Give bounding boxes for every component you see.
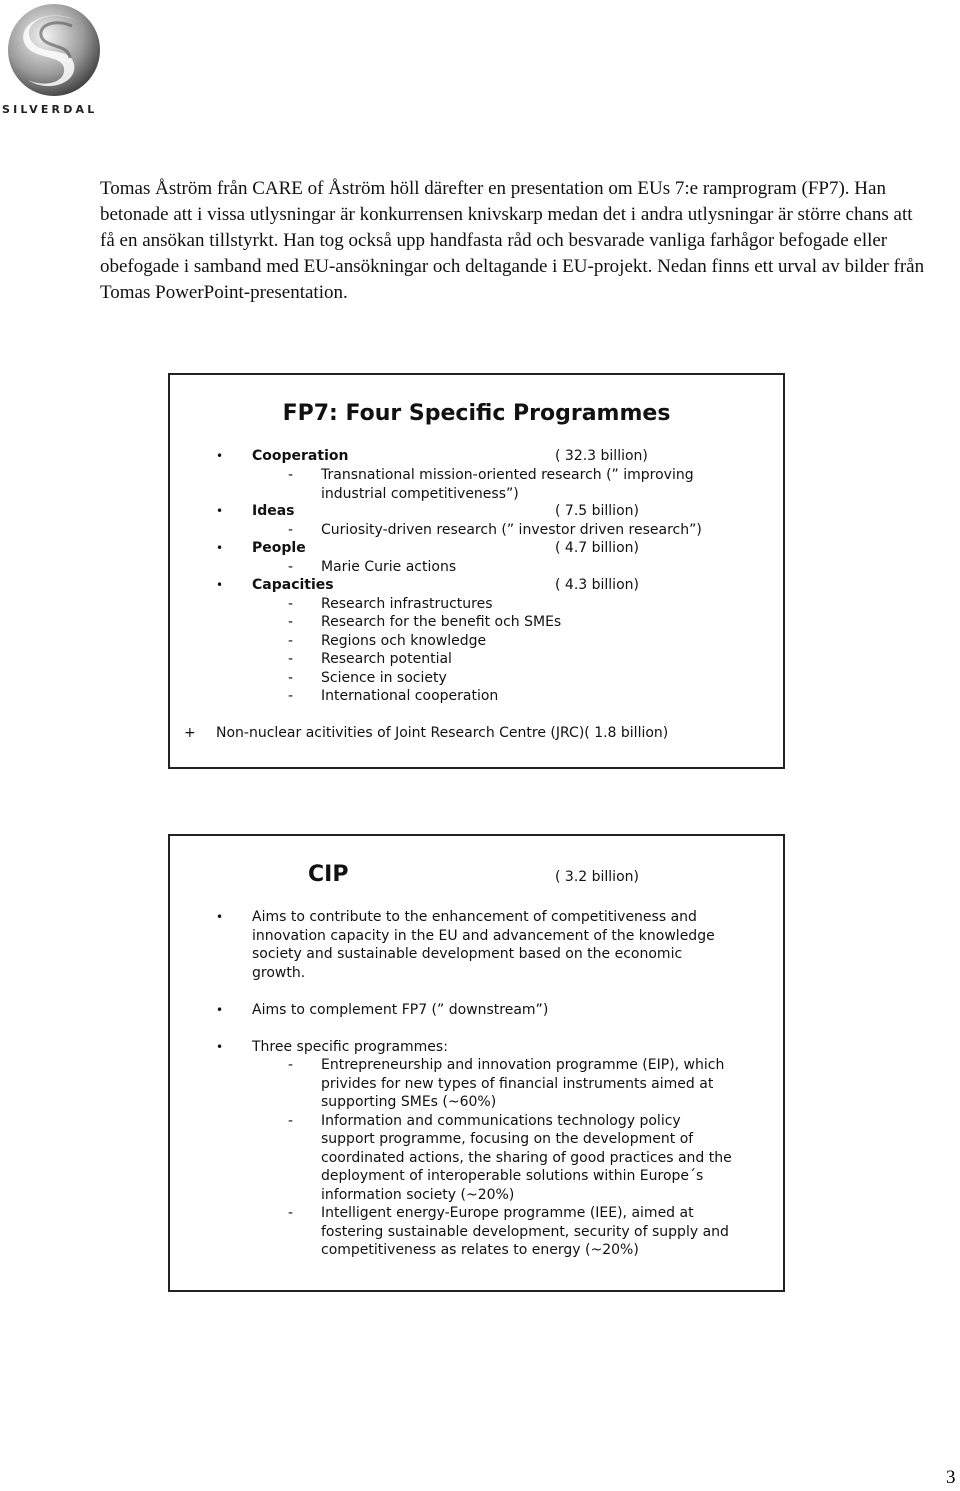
intro-paragraph: Tomas Åström från CARE of Åström höll därefter en presentation om EUs 7:e ramprogram (FP7). Han betonade att i vissa utlysningar är konkurrensen knivskarp medan det i andra utlysningar är större chans att få en ansökan tillstyrkt. Han tog också upp handfasta råd och besvarade vanliga farhågor befogade eller obefogade i samband med EU-ansökningar och deltagande i EU-projekt. Nedan finns ett urval av bilder från Tomas PowerPoint-presentation. [100,178,925,303]
list-item [170,1038,783,1057]
programme-label: Ideas [252,503,295,519]
list-item [170,1223,783,1242]
programme-label: Cooperation [252,448,349,464]
dash-icon [288,595,293,614]
list-item [170,1130,783,1149]
programme-amount: ( 4.7 billion) [555,540,639,556]
sub-item: fostering sustainable development, security of supply and [321,1224,729,1240]
silverdal-logo [0,0,110,120]
dash-icon [288,1056,293,1075]
dash-icon [288,558,293,577]
list-item [170,724,783,743]
sub-item: Research potential [321,651,452,667]
sub-item: Entrepreneurship and innovation programme (EIP), which [321,1057,725,1073]
slide-title: CIP [308,862,349,887]
programme-label: Capacities [252,577,334,593]
programme-label: People [252,540,306,556]
bullet-icon [216,1038,223,1057]
sub-item: privides for new types of financial instruments aimed at [321,1076,714,1092]
programme-amount: ( 4.3 billion) [555,577,639,593]
sub-item: Regions och knowledge [321,633,487,649]
list-item [170,927,783,946]
list-item [170,558,783,577]
sub-item: competitiveness as relates to energy (~20%) [321,1242,639,1258]
sub-item: industrial competitiveness”) [321,486,519,502]
list-item [170,1204,783,1223]
list-item [170,1056,783,1075]
dash-icon [288,669,293,688]
silverdal-logo-icon [6,2,102,98]
list-item [170,539,783,558]
list-item [170,1186,783,1205]
list-item [170,502,783,521]
sub-item: Marie Curie actions [321,559,457,575]
sub-item: International cooperation [321,688,499,704]
sub-item: Curiosity-driven research (” investor driven research”) [321,522,702,538]
bullet-text: Three specific programmes: [252,1039,448,1055]
list-item [170,908,783,927]
bullet-text: Aims to contribute to the enhancement of competitiveness and [252,909,697,925]
dash-icon [288,466,293,485]
plus-sign: + [184,725,196,741]
dash-icon [288,632,293,651]
list-item [170,521,783,540]
dash-icon [288,613,293,632]
sub-item: Intelligent energy-Europe programme (IEE), aimed at [321,1205,694,1221]
bullet-text: society and sustainable development based on the economic [252,946,683,962]
list-item [170,632,783,651]
list-item [170,1149,783,1168]
dash-icon [288,650,293,669]
sub-item: support programme, focusing on the development of [321,1131,694,1147]
dash-icon [288,521,293,540]
dash-icon [288,687,293,706]
page-number: 3 [946,1467,956,1488]
list-item [170,466,783,485]
bullet-icon [216,502,223,521]
list-item [170,669,783,688]
dash-icon [288,1204,293,1223]
list-item [170,576,783,595]
list-item [170,613,783,632]
list-item [170,447,783,466]
list-item [170,1001,783,1020]
bullet-text: Aims to complement FP7 (” downstream”) [252,1002,549,1018]
bullet-icon [216,908,223,927]
sub-item: coordinated actions, the sharing of good practices and the [321,1150,732,1166]
dash-icon [288,1112,293,1131]
sub-item: Research for the benefit och SMEs [321,614,562,630]
bullet-text: growth. [252,965,306,981]
sub-item: Research infrastructures [321,596,493,612]
sub-item: Information and communications technology policy [321,1113,681,1129]
programme-amount: ( 7.5 billion) [555,503,639,519]
list-item [170,1112,783,1131]
slide-cip [168,834,785,1292]
list-item [170,1075,783,1094]
cip-amount: ( 3.2 billion) [555,869,639,885]
slide-title: FP7: Four Specific Programmes [282,401,671,426]
sub-item: deployment of interoperable solutions within Europe´s [321,1168,704,1184]
slide-fp7 [168,373,785,769]
bullet-icon [216,447,223,466]
bullet-text: innovation capacity in the EU and advancement of the knowledge [252,928,715,944]
bullet-icon [216,1001,223,1020]
list-item [170,595,783,614]
programme-amount: ( 32.3 billion) [555,448,648,464]
list-item [170,1167,783,1186]
sub-item: information society (~20%) [321,1187,515,1203]
list-item [170,945,783,964]
list-item [170,1241,783,1260]
logo-text: SILVERDAL [2,103,98,116]
sub-item: Transnational mission-oriented research (” improving [321,467,694,483]
bullet-icon [216,576,223,595]
bullet-icon [216,539,223,558]
sub-item: Science in society [321,670,447,686]
list-item [170,650,783,669]
list-item [170,964,783,983]
jrc-line: Non-nuclear acitivities of Joint Research Centre (JRC)( 1.8 billion) [216,725,669,741]
list-item [170,687,783,706]
list-item [170,1093,783,1112]
sub-item: supporting SMEs (~60%) [321,1094,497,1110]
